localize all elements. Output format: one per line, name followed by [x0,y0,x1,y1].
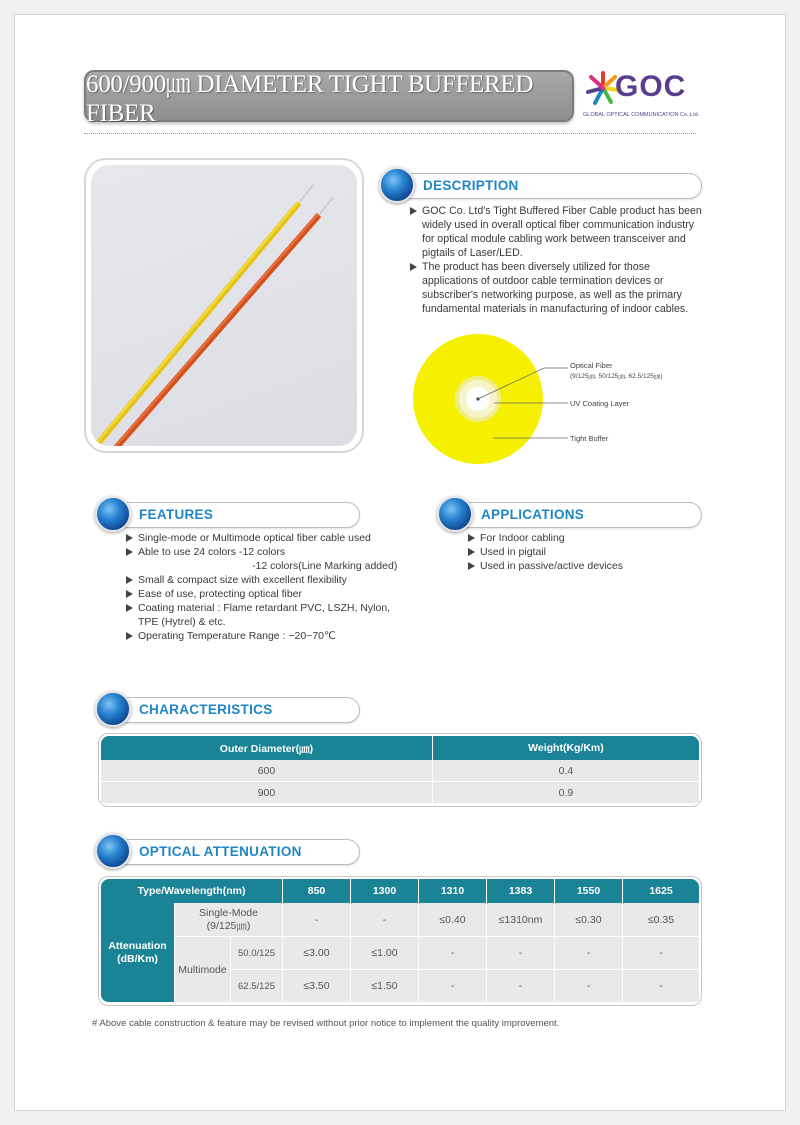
characteristics-table [101,736,699,804]
attenuation-heading: OPTICAL ATTENUATION [139,844,302,859]
attenuation-table [101,879,699,1003]
table-cell: - [555,937,623,970]
goc-logo [583,68,700,128]
table-cell: - [623,937,699,970]
description-list [408,204,708,316]
table-cell: ≤0.40 [419,903,487,937]
fiber-type-cell: 50.0/125 [231,937,283,970]
table-cell: ≤3.50 [283,970,351,1003]
list-item: The product has been diversely utilized for those applications of outdoor cable termination devices or subscriber's networking purpose, as well as the primary fundamental materials in manufacturing of indoor cables. [408,260,708,316]
list-item: Ease of use, protecting optical fiber [124,587,404,601]
optical-fiber-label: Optical Fiber [570,361,613,370]
table-row [101,760,699,782]
table-cell: ≤0.35 [623,903,699,937]
features-list [124,531,404,643]
table-cell: - [419,970,487,1003]
column-header: 1383 [487,879,555,903]
attenuation-header [102,839,360,865]
singlemode-label: Single-Mode (9/125㎛) [175,903,283,937]
uv-coating-label: UV Coating Layer [570,399,630,408]
table-cell: - [487,970,555,1003]
table-cell: ≤1.50 [351,970,419,1003]
product-photo [84,158,364,453]
column-header: 1550 [555,879,623,903]
section-ball-icon [95,496,131,532]
table-cell: ≤1.00 [351,937,419,970]
table-cell: - [283,903,351,937]
applications-list [466,531,706,573]
section-ball-icon [95,691,131,727]
section-ball-icon [95,833,131,869]
fiber-cables-image [91,165,357,446]
multimode-label: Multimode [175,937,231,1003]
table-cell: 600 [101,760,433,782]
list-item: Operating Temperature Range : −20~70℃ [124,629,404,643]
list-item: Used in passive/active devices [466,559,706,573]
applications-header [444,502,702,528]
table-cell: ≤3.00 [283,937,351,970]
list-item: Coating material : Flame retardant PVC, LSZH, Nylon, TPE (Hytrel) & etc. [124,601,404,629]
tight-buffer-label: Tight Buffer [570,434,609,443]
column-header: 850 [283,879,351,903]
column-header: 1300 [351,879,419,903]
list-item: Single-mode or Multimode optical fiber cable used [124,531,404,545]
list-item: For Indoor cabling [466,531,706,545]
table-row [101,937,699,970]
list-item: Able to use 24 colors -12 colors -12 colors(Line Marking added) [124,545,404,573]
description-header [386,173,702,199]
table-cell: - [555,970,623,1003]
list-item: Small & compact size with excellent flexibility [124,573,404,587]
table-cell: - [419,937,487,970]
characteristics-table-frame [98,733,702,807]
logo-subtext: GLOBAL OPTICAL COMMUNICATION Co.,Ltd. [583,112,700,118]
table-cell: - [487,937,555,970]
title-bar [84,70,574,127]
characteristics-header [102,697,360,723]
features-header [102,502,360,528]
applications-heading: APPLICATIONS [481,507,585,522]
column-header: Weight(Kg/Km) [433,736,699,760]
table-cell: - [351,903,419,937]
list-item: Used in pigtail [466,545,706,559]
cross-section-diagram [392,332,712,472]
table-cell: 0.9 [433,782,699,804]
table-cell: 0.4 [433,760,699,782]
list-item: GOC Co. Ltd's Tight Buffered Fiber Cable product has been widely used in overall optical fiber communication industry for optical module cabling work between transceiver and pigtails of Laser/LED. [408,204,708,260]
features-heading: FEATURES [139,507,214,522]
table-cell: 900 [101,782,433,804]
optical-fiber-sizes: (9/125㎛, 50/125㎛, 62.5/125㎛) [570,373,663,380]
column-header: Type/Wavelength(nm) [101,879,283,903]
table-row [101,903,699,937]
footnote: # Above cable construction & feature may be revised without prior notice to implement the quality improvement. [92,1018,560,1029]
attenuation-side-label: Attenuation (dB/Km) [101,903,175,1003]
fiber-type-cell: 62.5/125 [231,970,283,1003]
table-cell: ≤1310nm [487,903,555,937]
table-row [101,782,699,804]
characteristics-heading: CHARACTERISTICS [139,702,273,717]
column-header: Outer Diameter(㎛) [101,736,433,760]
table-cell: ≤0.30 [555,903,623,937]
header-divider [84,133,696,134]
description-heading: DESCRIPTION [423,178,519,193]
table-cell: - [623,970,699,1003]
column-header: 1625 [623,879,699,903]
section-ball-icon [437,496,473,532]
section-ball-icon [379,167,415,203]
page-title: 600/900㎛ DIAMETER TIGHT BUFFERED FIBER [86,71,534,127]
column-header: 1310 [419,879,487,903]
attenuation-table-frame [98,876,702,1006]
logo-text: GOC [615,70,687,103]
